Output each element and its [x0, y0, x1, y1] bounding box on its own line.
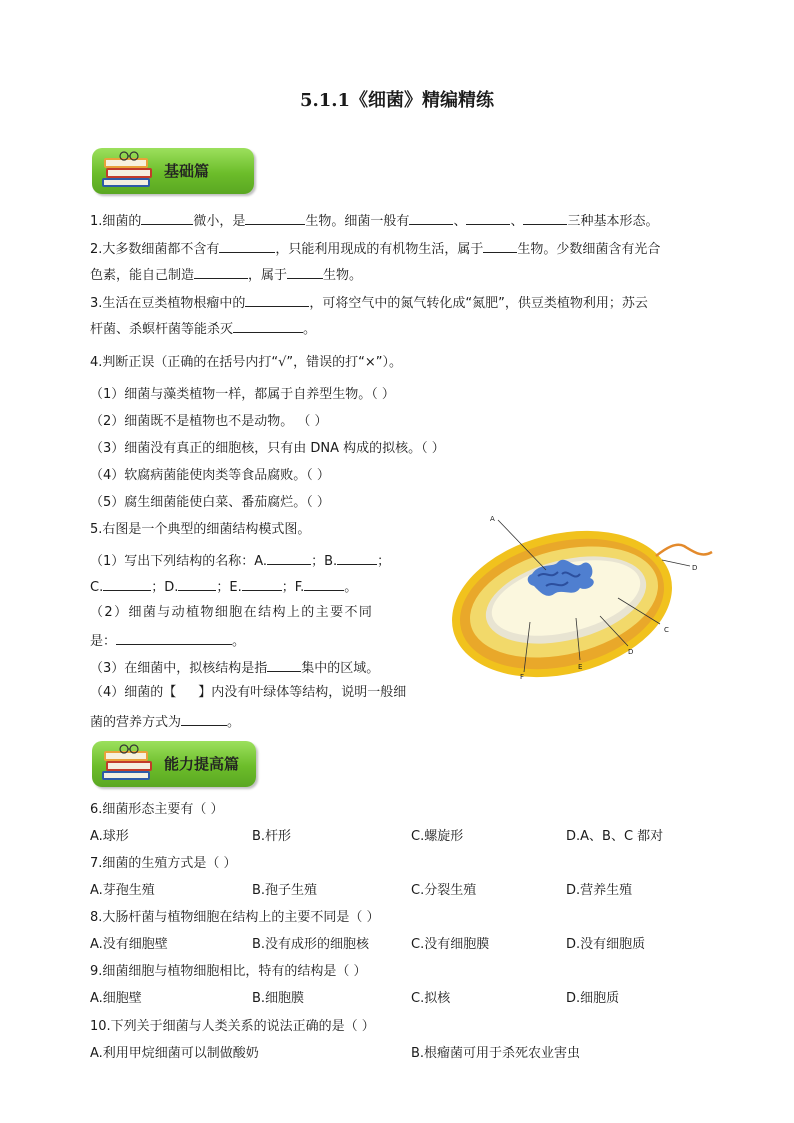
- option: D.A、B、C 都对: [566, 829, 664, 844]
- figure-label: E: [578, 663, 583, 671]
- bacterium-diagram: [450, 512, 718, 684]
- figure-label: F: [520, 673, 525, 681]
- figure-label: A: [490, 515, 495, 523]
- option: D.营养生殖: [566, 883, 633, 898]
- option: D.细胞质: [566, 991, 620, 1006]
- section-label: 基础篇: [164, 162, 210, 180]
- question-9-stem: 9.细菌细胞与植物细胞相比，特有的结构是（ ）: [90, 964, 367, 979]
- question-4-item: （5）腐生细菌能使白菜、番茄腐烂。（ ）: [90, 495, 330, 510]
- question-10-stem: 10.下列关于细菌与人类关系的说法正确的是（ ）: [90, 1019, 375, 1034]
- question-4-item: （4）软腐病菌能使肉类等食品腐败。（ ）: [90, 468, 330, 483]
- figure-label: D: [692, 564, 698, 572]
- option: B.细胞膜: [252, 991, 305, 1006]
- option: B.根瘤菌可用于杀死农业害虫: [411, 1046, 581, 1061]
- question-5-part-1b: C. ；D. ；E. ；F. 。: [90, 576, 357, 597]
- question-5-part-2b: 是： 。: [90, 630, 245, 651]
- option: D.没有细胞质: [566, 937, 646, 952]
- books-icon: [98, 150, 160, 192]
- question-5-stem: 5.右图是一个典型的细菌结构模式图。: [90, 522, 311, 537]
- question-4-stem: 4.判断正误（正确的在括号内打“√”，错误的打“×”）。: [90, 355, 403, 370]
- option: B.孢子生殖: [252, 883, 318, 898]
- section-banner-basic: [92, 148, 254, 194]
- question-3-line-2: 杆菌、杀螟杆菌等能杀灭 。: [90, 318, 316, 339]
- option: C.没有细胞膜: [411, 937, 490, 952]
- question-5-part-4b: 菌的营养方式为 。: [90, 711, 240, 732]
- section-banner-advanced: [92, 741, 256, 787]
- question-7-stem: 7.细菌的生殖方式是（ ）: [90, 856, 237, 871]
- question-5-part-1a: （1）写出下列结构的名称：A. ；B. ；: [90, 550, 390, 571]
- option: C.螺旋形: [411, 829, 464, 844]
- option: A.芽孢生殖: [90, 883, 155, 898]
- option: A.细胞壁: [90, 991, 142, 1006]
- question-4-item: （3）细菌没有真正的细胞核，只有由 DNA 构成的拟核。（ ）: [90, 441, 445, 456]
- question-5-part-4: （4）细菌的【 】内没有叶绿体等结构，说明一般细: [90, 685, 407, 700]
- option: A.利用甲烷细菌可以制做酸奶: [90, 1046, 259, 1061]
- question-2-line-2: 色素，能自己制造 ，属于 生物。: [90, 264, 362, 285]
- option: A.没有细胞壁: [90, 937, 168, 952]
- question-4-item: （1）细菌与藻类植物一样，都属于自养型生物。（ ）: [90, 387, 395, 402]
- option: B.没有成形的细胞核: [252, 937, 370, 952]
- question-2-line-1: 2.大多数细菌都不含有 ，只能利用现成的有机物生活，属于 生物。少数细菌含有光合: [90, 238, 660, 259]
- books-icon: [98, 743, 160, 785]
- question-5-part-3: （3）在细菌中，拟核结构是指 集中的区域。: [90, 657, 379, 678]
- question-8-stem: 8.大肠杆菌与植物细胞在结构上的主要不同是（ ）: [90, 910, 380, 925]
- question-4-item: （2）细菌既不是植物也不是动物。 （ ）: [90, 414, 328, 429]
- question-1: 1.细菌的 微小，是 生物。细菌一般有 、 、 三种基本形态。: [90, 210, 658, 231]
- flagellum: [656, 545, 712, 556]
- option: C.拟核: [411, 991, 451, 1006]
- page-title: 5.1.1《细菌》精编精练: [299, 90, 495, 111]
- question-5-part-2: （2）细菌与动植物细胞在结构上的主要不同: [90, 605, 374, 620]
- option: B.杆形: [252, 829, 292, 844]
- option: A.球形: [90, 829, 129, 844]
- figure-label: C: [664, 626, 669, 634]
- option: C.分裂生殖: [411, 883, 477, 898]
- section-label: 能力提高篇: [164, 755, 240, 773]
- figure-label: D: [628, 648, 634, 656]
- question-3-line-1: 3.生活在豆类植物根瘤中的 ，可将空气中的氮气转化成“氮肥”，供豆类植物利用；苏云: [90, 292, 648, 313]
- question-6-stem: 6.细菌形态主要有（ ）: [90, 802, 224, 817]
